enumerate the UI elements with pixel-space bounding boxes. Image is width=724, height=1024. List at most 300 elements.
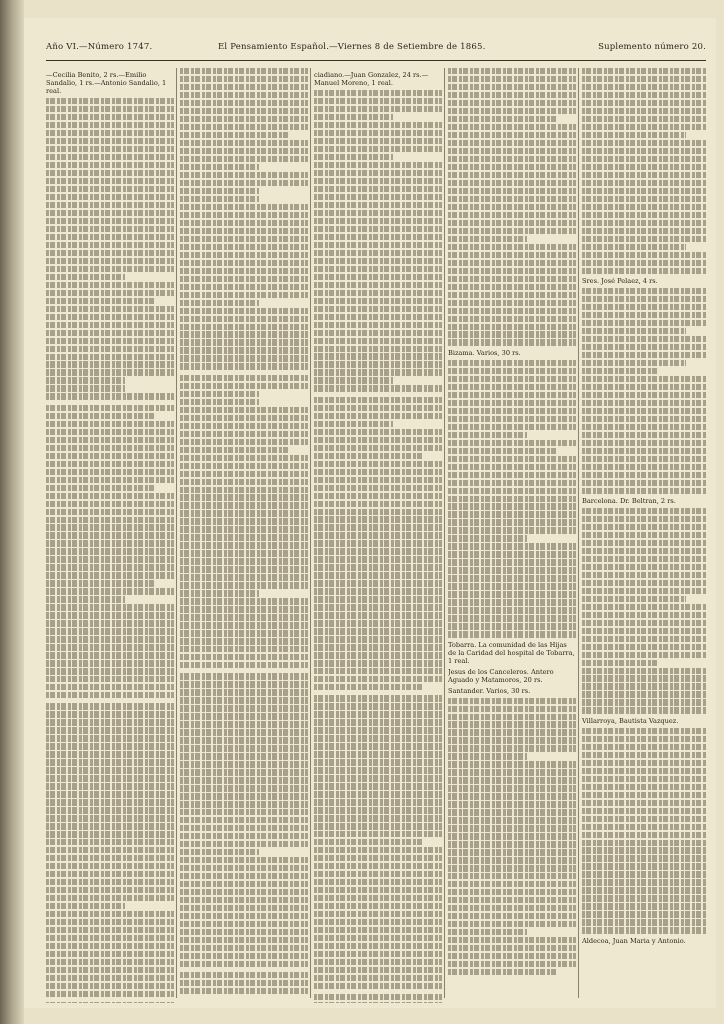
text-line — [448, 559, 576, 565]
text-line — [314, 202, 442, 208]
text-line — [448, 714, 576, 720]
text-line — [314, 226, 442, 232]
text-line — [314, 250, 442, 256]
text-line — [180, 929, 308, 935]
masthead-date: El Pensamiento Español.—Viernes 8 de Setiembre de 1865. — [218, 42, 486, 52]
text-line — [314, 437, 442, 443]
text-line — [448, 308, 576, 314]
text-line — [314, 727, 442, 733]
text-column-2 — [180, 68, 308, 1003]
text-line — [180, 662, 308, 668]
text-line — [582, 148, 706, 154]
text-line — [46, 799, 174, 805]
text-line — [582, 180, 706, 186]
text-line — [180, 857, 308, 863]
text-line — [314, 743, 442, 749]
text-line — [448, 873, 576, 879]
text-line — [314, 106, 442, 112]
text-line — [180, 913, 308, 919]
text-line — [448, 268, 576, 274]
text-line — [46, 727, 174, 733]
text-line — [180, 598, 308, 604]
text-line — [46, 991, 174, 997]
text-line — [582, 244, 686, 250]
text-line — [46, 234, 174, 240]
text-line — [180, 100, 308, 106]
text-line — [448, 108, 576, 114]
text-line — [46, 644, 174, 650]
text-line — [180, 729, 308, 735]
text-line — [448, 937, 576, 943]
text-line — [46, 572, 174, 578]
text-line — [180, 865, 308, 871]
text-line — [46, 298, 154, 304]
text-line — [46, 210, 174, 216]
text-line — [314, 130, 442, 136]
text-line — [582, 668, 706, 674]
text-line — [448, 825, 576, 831]
text-line — [582, 596, 686, 602]
text-line — [448, 488, 576, 494]
text-line — [448, 753, 527, 759]
text-line — [46, 114, 174, 120]
text-line — [46, 477, 174, 483]
text-line — [582, 360, 686, 366]
text-line — [582, 524, 706, 530]
text-line — [46, 807, 174, 813]
text-line — [180, 972, 308, 978]
text-line — [582, 588, 706, 594]
newspaper-page — [24, 18, 716, 1008]
text-line — [46, 556, 174, 562]
text-line — [46, 106, 174, 112]
text-line — [46, 322, 174, 328]
text-line — [46, 863, 174, 869]
text-line — [180, 324, 308, 330]
text-line — [582, 172, 706, 178]
text-line — [46, 393, 174, 399]
text-line — [180, 148, 308, 154]
text-line — [448, 440, 576, 446]
text-line — [46, 122, 174, 128]
text-line — [314, 994, 442, 1000]
text-line — [180, 383, 308, 389]
text-line — [46, 1002, 174, 1003]
text-line — [314, 429, 442, 435]
text-line — [180, 681, 308, 687]
text-line — [180, 753, 308, 759]
text-line — [448, 777, 576, 783]
text-line — [180, 76, 308, 82]
text-line — [180, 347, 308, 353]
text-line — [314, 353, 442, 359]
text-line — [46, 636, 174, 642]
text-line — [314, 644, 442, 650]
text-line — [448, 408, 576, 414]
text-line — [46, 735, 174, 741]
text-line — [448, 889, 576, 895]
text-line — [448, 511, 576, 517]
text-line — [582, 84, 706, 90]
text-line — [582, 228, 706, 234]
text-line — [180, 455, 308, 461]
column-divider — [578, 68, 579, 998]
text-line — [46, 178, 174, 184]
text-line — [180, 638, 308, 644]
text-line — [180, 988, 308, 994]
text-line — [582, 188, 706, 194]
text-line — [582, 707, 706, 713]
text-line — [582, 800, 706, 806]
text-line — [180, 566, 308, 572]
text-line — [314, 186, 442, 192]
text-line — [582, 488, 706, 494]
column-opening-text: ciadiano.—Juan Gonzalez, 24 rs.—Manuel Moreno, 1 real. — [314, 71, 429, 87]
parish-notice: Bizama. Varios, 30 rs. — [448, 348, 521, 357]
text-line — [582, 288, 706, 294]
text-line — [314, 1002, 442, 1003]
text-line — [582, 903, 706, 909]
text-line — [180, 172, 308, 178]
text-line — [180, 471, 308, 477]
text-line — [448, 236, 527, 242]
column-divider — [310, 68, 311, 998]
text-line — [46, 903, 125, 909]
text-column-4 — [448, 68, 576, 1003]
text-line — [582, 352, 706, 358]
text-line — [582, 68, 706, 74]
text-line — [46, 429, 174, 435]
text-line — [314, 509, 442, 515]
text-line — [46, 620, 174, 626]
text-line — [448, 785, 576, 791]
text-line — [180, 220, 308, 226]
donor-list — [448, 360, 576, 638]
text-line — [582, 116, 706, 122]
text-line — [46, 847, 174, 853]
text-line — [314, 532, 442, 538]
text-line — [448, 68, 576, 74]
parish-notice: Jesus de los Canceleros. Antero Aguado y Matamoros, 20 rs. — [448, 667, 554, 684]
text-line — [314, 218, 442, 224]
text-line — [582, 911, 706, 917]
text-line — [448, 464, 576, 470]
text-line — [46, 612, 174, 618]
text-line — [582, 847, 706, 853]
text-line — [46, 668, 174, 674]
text-line — [46, 652, 174, 658]
supplement-number: Suplemento número 20. — [598, 42, 706, 52]
donor-list — [314, 90, 442, 1003]
text-line — [180, 68, 308, 74]
text-line — [448, 456, 576, 462]
text-line — [448, 204, 576, 210]
text-line — [314, 274, 442, 280]
text-line — [314, 959, 442, 965]
text-line — [180, 673, 308, 679]
text-line — [582, 895, 706, 901]
text-line — [448, 607, 576, 613]
text-line — [180, 510, 308, 516]
text-line — [46, 588, 174, 594]
text-line — [314, 298, 442, 304]
text-line — [448, 953, 576, 959]
text-line — [180, 937, 308, 943]
text-line — [46, 943, 174, 949]
issue-number: Año VI.—Número 1747. — [46, 42, 153, 52]
text-line — [180, 713, 308, 719]
text-line — [46, 743, 174, 749]
text-line — [314, 242, 442, 248]
text-line — [448, 392, 576, 398]
text-line — [582, 408, 706, 414]
text-line — [314, 361, 442, 367]
text-line — [314, 935, 442, 941]
text-line — [180, 487, 308, 493]
text-line — [46, 445, 174, 451]
text-column-1 — [46, 68, 174, 1003]
text-line — [448, 472, 576, 478]
text-line — [180, 721, 308, 727]
text-line — [46, 684, 174, 690]
text-line — [180, 188, 259, 194]
text-line — [448, 817, 576, 823]
text-line — [314, 282, 442, 288]
text-line — [582, 320, 706, 326]
text-line — [46, 548, 174, 554]
text-line — [46, 919, 174, 925]
text-line — [46, 421, 174, 427]
text-line — [314, 369, 442, 375]
text-line — [46, 967, 174, 973]
text-line — [314, 759, 442, 765]
text-line — [582, 548, 706, 554]
text-line — [582, 760, 706, 766]
text-line — [314, 911, 442, 917]
text-line — [180, 494, 308, 500]
text-line — [180, 574, 308, 580]
text-line — [46, 361, 174, 367]
text-line — [314, 170, 442, 176]
text-line — [314, 453, 422, 459]
text-line — [180, 339, 308, 345]
text-line — [180, 284, 308, 290]
text-line — [180, 423, 308, 429]
text-line — [180, 228, 308, 234]
text-line — [46, 354, 174, 360]
text-line — [180, 945, 308, 951]
text-line — [46, 927, 174, 933]
text-line — [314, 493, 442, 499]
text-line — [314, 903, 442, 909]
text-line — [314, 290, 442, 296]
text-line — [314, 612, 442, 618]
text-line — [314, 711, 442, 717]
text-line — [314, 775, 442, 781]
text-line — [314, 234, 442, 240]
text-line — [314, 338, 442, 344]
text-line — [448, 567, 576, 573]
text-line — [448, 480, 576, 486]
text-line — [314, 751, 442, 757]
text-line — [448, 961, 576, 967]
text-line — [314, 668, 442, 674]
text-line — [448, 339, 576, 345]
text-line — [448, 583, 576, 589]
text-line — [582, 699, 706, 705]
text-line — [314, 194, 442, 200]
text-line — [314, 266, 442, 272]
text-line — [180, 841, 308, 847]
text-line — [582, 532, 706, 538]
text-line — [46, 186, 174, 192]
text-line — [582, 100, 706, 106]
binding-gutter — [0, 0, 24, 1024]
text-line — [46, 226, 174, 232]
text-line — [46, 524, 174, 530]
text-line — [46, 98, 174, 104]
text-line — [46, 951, 174, 957]
text-line — [46, 959, 174, 965]
text-line — [448, 360, 576, 366]
text-line — [582, 919, 706, 925]
text-line — [448, 164, 576, 170]
text-line — [448, 809, 576, 815]
text-line — [448, 945, 576, 951]
text-line — [314, 445, 442, 451]
text-line — [46, 596, 125, 602]
text-line — [582, 296, 706, 302]
text-line — [46, 461, 174, 467]
text-line — [314, 951, 442, 957]
text-line — [180, 518, 308, 524]
text-line — [448, 100, 576, 106]
text-line — [448, 841, 576, 847]
text-line — [46, 274, 125, 280]
text-line — [314, 735, 442, 741]
parish-notice: Sres. José Pelaez, 4 rs. — [582, 276, 658, 285]
text-line — [314, 485, 442, 491]
text-line — [582, 344, 706, 350]
text-line — [582, 683, 706, 689]
text-line — [314, 855, 442, 861]
text-line — [46, 759, 174, 765]
text-line — [448, 721, 576, 727]
text-line — [314, 146, 442, 152]
text-line — [314, 719, 442, 725]
text-line — [582, 252, 706, 258]
text-line — [46, 306, 174, 312]
text-line — [448, 913, 576, 919]
text-line — [582, 855, 706, 861]
text-line — [582, 76, 706, 82]
text-line — [180, 292, 308, 298]
text-line — [314, 258, 442, 264]
text-line — [582, 636, 706, 642]
text-line — [448, 228, 576, 234]
text-line — [180, 614, 308, 620]
text-line — [582, 432, 706, 438]
text-line — [582, 424, 706, 430]
text-line — [314, 346, 442, 352]
text-line — [582, 212, 706, 218]
text-line — [180, 961, 308, 967]
text-line — [314, 385, 442, 391]
text-line — [314, 322, 442, 328]
text-line — [46, 437, 174, 443]
text-line — [314, 767, 442, 773]
text-line — [180, 801, 308, 807]
text-line — [582, 384, 706, 390]
text-line — [582, 644, 706, 650]
text-line — [314, 377, 393, 383]
text-line — [448, 833, 576, 839]
text-line — [314, 314, 442, 320]
text-line — [448, 527, 576, 533]
text-line — [314, 596, 442, 602]
text-line — [46, 202, 174, 208]
text-line — [180, 124, 308, 130]
text-line — [314, 90, 442, 96]
text-line — [314, 783, 442, 789]
text-line — [46, 911, 174, 917]
text-line — [314, 983, 442, 989]
text-line — [448, 448, 556, 454]
text-line — [448, 196, 576, 202]
text-line — [314, 162, 442, 168]
text-line — [180, 260, 308, 266]
text-line — [448, 921, 576, 927]
text-line — [46, 935, 174, 941]
text-line — [46, 369, 174, 375]
text-line — [180, 331, 308, 337]
text-line — [180, 375, 308, 381]
text-line — [582, 336, 706, 342]
text-line — [448, 745, 576, 751]
text-line — [314, 871, 442, 877]
text-line — [448, 897, 576, 903]
text-line — [46, 831, 174, 837]
text-line — [582, 132, 686, 138]
text-line — [582, 368, 659, 374]
text-line — [448, 599, 576, 605]
text-line — [448, 316, 576, 322]
column-divider — [444, 68, 445, 998]
text-line — [582, 464, 706, 470]
text-line — [582, 516, 706, 522]
text-line — [46, 703, 174, 709]
text-line — [448, 623, 576, 629]
text-line — [180, 889, 308, 895]
text-line — [46, 711, 174, 717]
text-line — [448, 857, 576, 863]
text-line — [314, 306, 442, 312]
column-divider — [176, 68, 177, 998]
column-opening-text: —Cecilia Benito, 2 rs.—Emilio Sandalio, 1 rs.—Antonio Sandalio, 1 real. — [46, 71, 167, 95]
text-line — [448, 172, 576, 178]
text-line — [46, 242, 174, 248]
text-line — [582, 204, 706, 210]
text-line — [46, 676, 174, 682]
column-closing-text: Aldecoa, Juan Maria y Antonio. — [582, 936, 686, 945]
text-line — [46, 895, 174, 901]
text-line — [582, 328, 686, 334]
text-line — [582, 268, 706, 274]
text-column-3 — [314, 68, 442, 1003]
text-line — [448, 761, 576, 767]
text-line — [582, 927, 706, 933]
text-line — [180, 116, 308, 122]
